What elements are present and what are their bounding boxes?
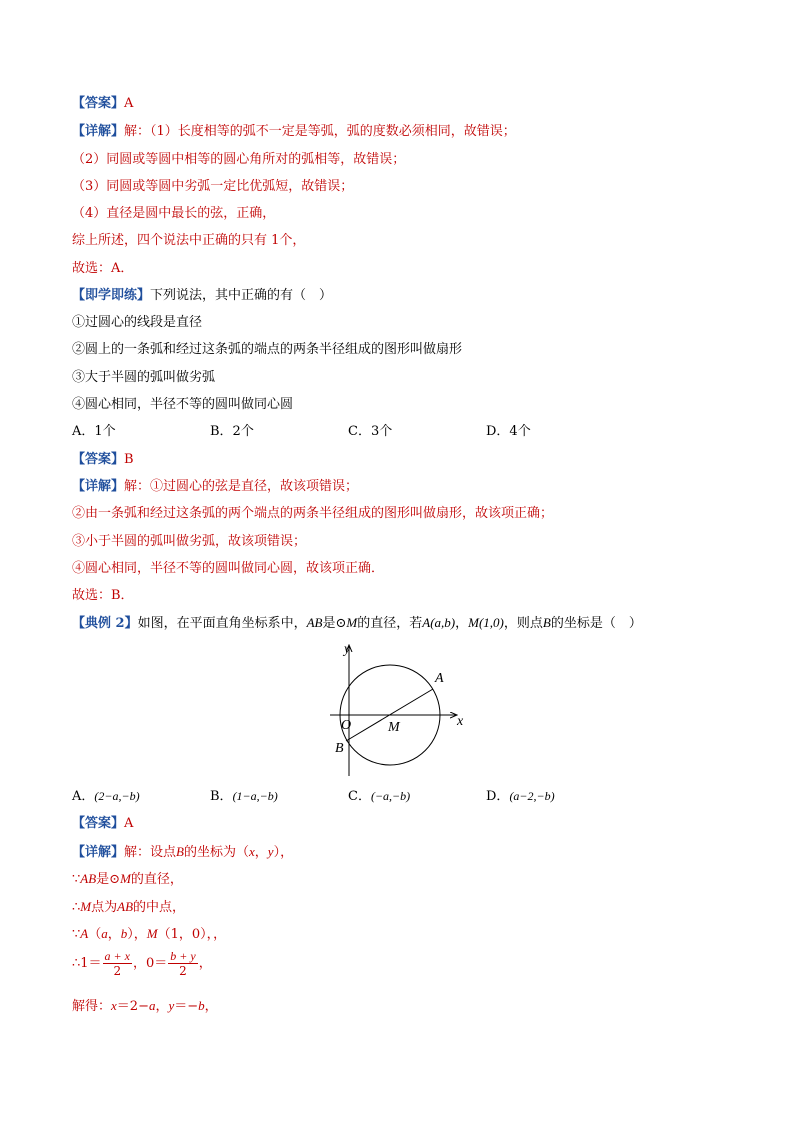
- statement-2: ②圆上的一条弧和经过这条弧的端点的两条半径组成的图形叫做扇形: [72, 342, 463, 357]
- example2-answer: [72, 815, 133, 833]
- exercise-tag: 【即学即练】: [72, 288, 151, 303]
- conclusion-line: 故选：A．: [72, 261, 134, 276]
- exercise-question-text: 下列说法，其中正确的有（ ）: [150, 288, 333, 303]
- answer-value: B: [124, 452, 134, 467]
- example2-detail-3: ∴M点为AB的中点，: [72, 899, 186, 915]
- detail-line-1: [72, 123, 516, 141]
- exercise-detail-2: ②由一条弧和经过这条弧的两个端点的两条半径组成的图形叫做扇形，故该项正确；: [72, 506, 554, 521]
- label-x: x: [457, 714, 464, 729]
- example2-detail-1: 【详解】解：设点B的坐标为（x，y），: [72, 844, 294, 860]
- statement-3: ③大于半圆的弧叫做劣弧: [72, 370, 216, 385]
- detail-line-3: （3）同圆或等圆中劣弧一定比优弧短，故错误；: [72, 179, 354, 194]
- label-b: B: [335, 741, 344, 756]
- statement-4: ④圆心相同，半径不等的圆叫做同心圆: [72, 397, 294, 412]
- exercise-option-b: B．2个: [210, 424, 254, 439]
- example2-option-a: A．(2−a,−b): [72, 789, 140, 804]
- example2-detail-5: ∴1＝ $\frac{a + x}{2}$ ，0＝ $\frac{b + y}{2}$ ，: [72, 949, 212, 978]
- label-a: A: [435, 671, 444, 686]
- label-o: O: [341, 718, 352, 733]
- answer-tag: 【答案】: [72, 96, 125, 111]
- exercise-detail-4: ④圆心相同，半径不等的圆叫做同心圆，故该项正确．: [72, 561, 385, 576]
- label-y: y: [344, 642, 351, 657]
- exercise-question: [72, 287, 332, 305]
- answer-tag: 【答案】: [72, 816, 125, 831]
- detail-tag: 【详解】: [72, 479, 125, 494]
- detail-text: 解：①过圆心的弦是直径，故该项错误；: [124, 479, 359, 494]
- fraction-1: $\frac{a + x}{2}$: [104, 949, 130, 978]
- exercise-detail-3: ③小于半圆的弧叫做劣弧，故该项错误；: [72, 534, 307, 549]
- exercise-option-d: D．4个: [486, 424, 531, 439]
- detail-text: 解：（1）长度相等的弧不一定是等弧，弧的度数必须相同，故错误；: [124, 124, 516, 139]
- exercise-option-a: A．1个: [72, 424, 116, 439]
- exercise-conclusion: 故选：B．: [72, 588, 134, 603]
- answer-line-1: [72, 95, 133, 113]
- point-m-coord: M(1,0): [468, 615, 504, 630]
- exercise-detail-1: [72, 478, 358, 496]
- statement-1: ①过圆心的线段是直径: [72, 315, 203, 330]
- point-a-coord: A(a,b): [422, 615, 456, 630]
- example2-detail-4: ∵A（a，b），M（1，0），，: [72, 926, 227, 942]
- detail-line-4: （4）直径是圆中最长的弦，正确，: [72, 206, 276, 221]
- example2-option-d: D．(a−2,−b): [486, 789, 555, 804]
- example2-tag: 【典例 2】: [72, 616, 138, 631]
- example2-option-c: C．(−a,−b): [348, 789, 411, 804]
- label-m: M: [388, 720, 400, 735]
- answer-value: A: [124, 816, 134, 831]
- detail-tag: 【详解】: [72, 124, 125, 139]
- example2-option-b: B．(1−a,−b): [210, 789, 278, 804]
- example2-detail-6: 解得：x＝2−a，y＝−b，: [72, 998, 218, 1014]
- detail-line-2: （2）同圆或等圆中相等的圆心角所对的弧相等，故错误；: [72, 152, 406, 167]
- example2-detail-2: ∵AB是⊙M的直径，: [72, 871, 183, 887]
- exercise-answer: [72, 451, 134, 469]
- answer-value: A: [124, 96, 134, 111]
- detail-line-5: 综上所述，四个说法中正确的只有 1个，: [72, 233, 306, 248]
- fraction-2: $\frac{b + y}{2}$: [170, 949, 196, 978]
- exercise-option-c: C．3个: [348, 424, 393, 439]
- example2-question: 【典例 2】如图，在平面直角坐标系中，AB是⊙M的直径，若A(a,b)，M(1,0)，则点B的坐标是（ ）: [72, 615, 642, 631]
- coordinate-figure: [320, 636, 480, 781]
- detail-tag: 【详解】: [72, 845, 125, 860]
- answer-tag: 【答案】: [72, 452, 125, 467]
